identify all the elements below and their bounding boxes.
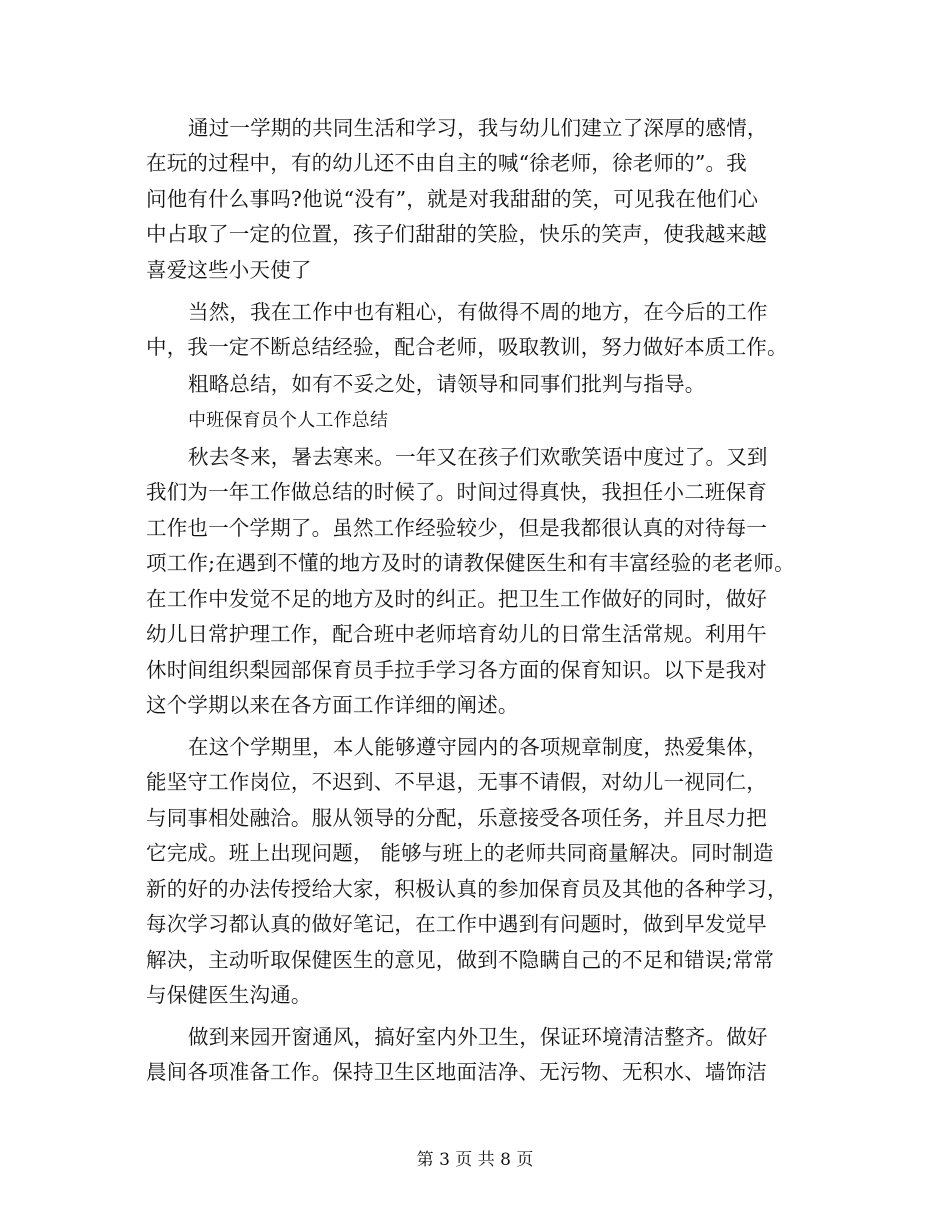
section-heading: 中班保育员个人工作总结 xyxy=(188,410,389,431)
paragraph-2-line-2: 中，我一定不断总结经验，配合老师，吸取教训，努力做好本质工作。 xyxy=(146,335,788,359)
paragraph-6-line-1: 做到来园开窗通风，搞好室内外卫生，保证环境清洁整齐。做好 xyxy=(188,1025,768,1049)
paragraph-1-line-1: 通过一学期的共同生活和学习，我与幼儿们建立了深厚的感情， xyxy=(188,116,768,140)
paragraph-5-line-5: 新的好的办法传授给大家，积极认真的参加保育员及其他的各种学习， xyxy=(146,877,788,901)
paragraph-5-line-8: 与保健医生沟通。 xyxy=(146,983,312,1007)
paragraph-4-line-4: 项工作;在遇到不懂的地方及时的请教保健医生和有丰富经验的老老师。 xyxy=(146,551,795,575)
paragraph-4-line-8: 这个学期以来在各方面工作详细的阐述。 xyxy=(146,693,519,717)
paragraph-4-line-5: 在工作中发觉不足的地方及时的纠正。把卫生工作做好的同时，做好 xyxy=(146,587,767,611)
paragraph-1-line-4: 中占取了一定的位置，孩子们甜甜的笑脸，快乐的笑声，使我越来越 xyxy=(146,222,767,246)
paragraph-4-line-3: 工作也一个学期了。虽然工作经验较少，但是我都很认真的对待每一 xyxy=(146,516,767,540)
paragraph-4-line-2: 我们为一年工作做总结的时候了。时间过得真快，我担任小二班保育 xyxy=(146,480,767,504)
paragraph-5-line-4: 它完成。班上出现问题， 能够与班上的老师共同商量解决。同时制造 xyxy=(146,841,774,865)
paragraph-1-line-2: 在玩的过程中，有的幼儿还不由自主的喊“徐老师，徐老师的”。我 xyxy=(146,151,747,175)
paragraph-1-line-3: 问他有什么事吗?他说“没有”，就是对我甜甜的笑，可见我在他们心 xyxy=(146,187,759,211)
paragraph-5-line-2: 能坚守工作岗位，不迟到、不早退，无事不请假，对幼儿一视同仁， xyxy=(146,770,767,794)
paragraph-6-line-2: 晨间各项准备工作。保持卫生区地面洁净、无污物、无积水、墙饰洁 xyxy=(146,1060,767,1084)
page-number-footer: 第 3 页 共 8 页 xyxy=(416,1150,534,1170)
paragraph-5-line-3: 与同事相处融洽。服从领导的分配，乐意接受各项任务，并且尽力把 xyxy=(146,806,767,830)
paragraph-4-line-6: 幼儿日常护理工作，配合班中老师培育幼儿的日常生活常规。利用午 xyxy=(146,622,767,646)
paragraph-4-line-7: 休时间组织梨园部保育员手拉手学习各方面的保育知识。以下是我对 xyxy=(146,658,767,682)
paragraph-5-line-6: 每次学习都认真的做好笔记，在工作中遇到有问题时，做到早发觉早 xyxy=(146,912,767,936)
paragraph-5-line-7: 解决，主动听取保健医生的意见，做到不隐瞒自己的不足和错误;常常 xyxy=(146,948,775,972)
paragraph-4-line-1: 秋去冬来，暑去寒来。一年又在孩子们欢歌笑语中度过了。又到 xyxy=(188,445,768,469)
paragraph-5-line-1: 在这个学期里，本人能够遵守园内的各项规章制度，热爱集体， xyxy=(188,735,768,759)
paragraph-1-line-5: 喜爱这些小天使了 xyxy=(146,258,312,282)
paragraph-2-line-1: 当然，我在工作中也有粗心，有做得不周的地方，在今后的工作 xyxy=(188,300,768,324)
paragraph-3-line-1: 粗略总结，如有不妥之处，请领导和同事们批判与指导。 xyxy=(188,372,706,396)
